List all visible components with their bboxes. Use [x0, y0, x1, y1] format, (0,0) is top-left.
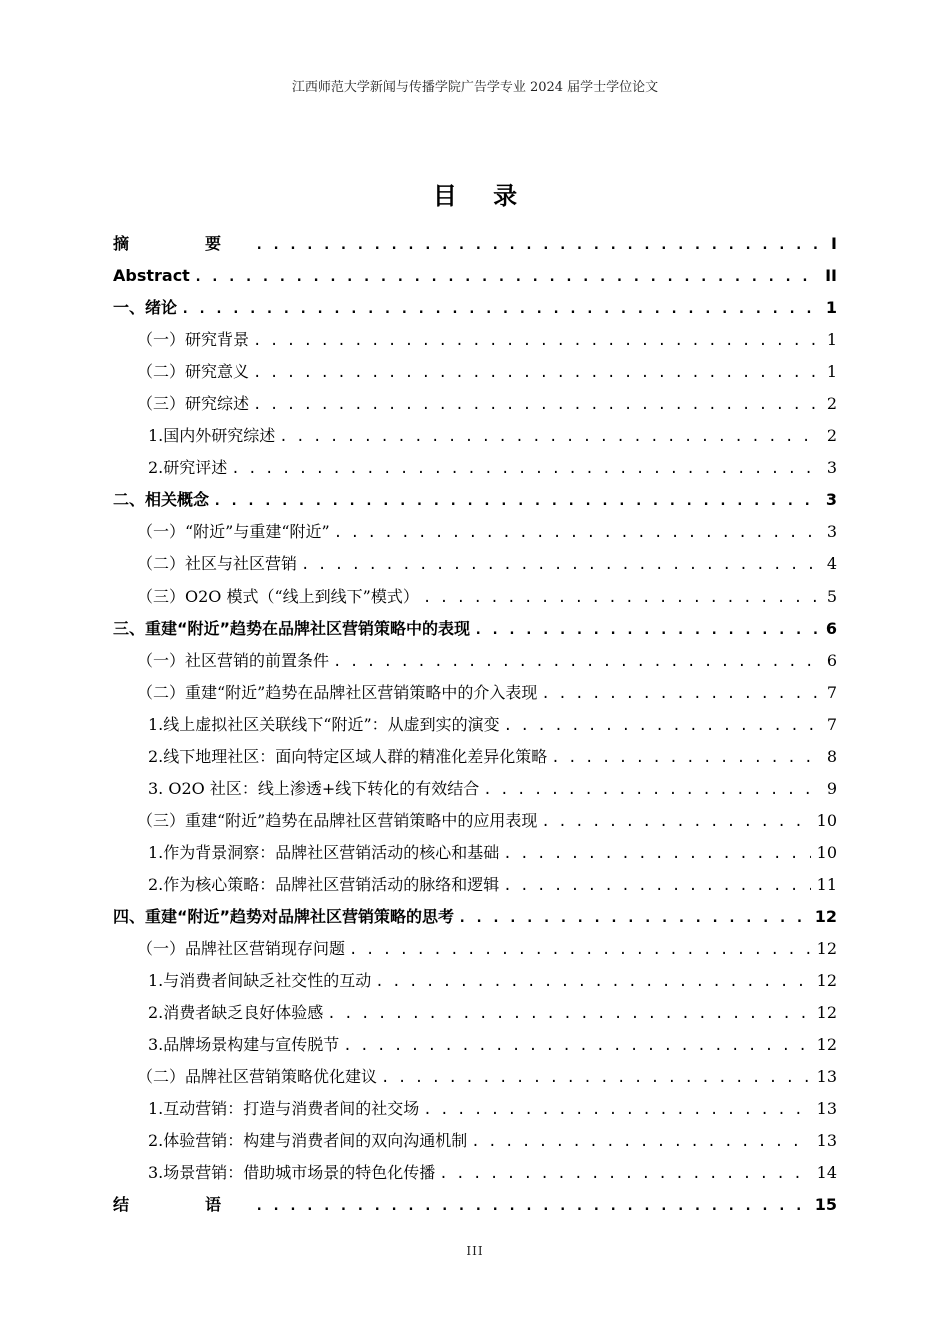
toc-entry-page: 2: [826, 426, 837, 446]
toc-entry-label: 三、重建“附近”趋势在品牌社区营销策略中的表现: [113, 618, 471, 638]
dot-leader: [375, 966, 810, 998]
dot-leader: [343, 1030, 810, 1062]
dot-leader: [471, 1126, 810, 1158]
toc-entry-page: 1: [825, 298, 837, 318]
toc-entry-page: 11: [816, 874, 837, 894]
toc-entry-page: 1: [826, 330, 837, 350]
toc-entry[interactable]: [113, 645, 837, 677]
toc-entry[interactable]: [113, 1157, 837, 1189]
dot-leader: [551, 742, 821, 774]
toc-entry[interactable]: [113, 869, 837, 901]
toc-entry[interactable]: [113, 997, 837, 1029]
toc-entry-page: 15: [814, 1195, 837, 1215]
toc-entry-page: 13: [816, 1099, 837, 1119]
toc-entry[interactable]: [113, 452, 837, 484]
toc-entry-page: II: [825, 266, 837, 286]
dot-leader: [503, 838, 810, 870]
toc-entry-label: 1.线上虚拟社区关联线下“附近”：从虚到实的演变: [148, 714, 500, 734]
toc-entry[interactable]: [113, 805, 837, 837]
dot-leader: [474, 614, 820, 646]
dot-leader: [504, 710, 821, 742]
toc-entry[interactable]: [113, 420, 837, 452]
toc-entry-label: 四、重建“附近”趋势对品牌社区营销策略的思考: [113, 906, 455, 926]
toc-entry-page: 1: [826, 362, 837, 382]
dot-leader: [333, 646, 821, 678]
toc-entry-page: 12: [816, 1035, 837, 1055]
toc-entry-page: 6: [825, 618, 837, 638]
toc-entry-label: 2.体验营销：构建与消费者间的双向沟通机制: [148, 1131, 468, 1151]
toc-entry[interactable]: [113, 901, 837, 933]
dot-leader: [255, 1190, 809, 1222]
toc-entry-page: 2: [826, 394, 837, 414]
dot-leader: [194, 261, 819, 293]
toc-entry-page: 12: [816, 939, 837, 959]
toc-entry[interactable]: [113, 1029, 837, 1061]
toc-entry[interactable]: [113, 677, 837, 709]
toc-entry[interactable]: [113, 484, 837, 516]
toc-entry[interactable]: [113, 837, 837, 869]
dot-leader: [458, 902, 809, 934]
toc-entry[interactable]: [113, 581, 837, 613]
toc-entry[interactable]: [113, 1125, 837, 1157]
toc-entry-label: 二、相关概念: [113, 490, 210, 510]
toc-entry-label: （二）社区与社区营销: [137, 554, 298, 574]
toc-entry-label: （二）重建“附近”趋势在品牌社区营销策略中的介入表现: [137, 682, 538, 702]
toc-entry-label: （一）研究背景: [137, 330, 250, 350]
toc-entry-page: 3: [825, 490, 837, 510]
toc-entry-label: 1.互动营销：打造与消费者间的社交场: [148, 1099, 420, 1119]
toc-entry[interactable]: [113, 260, 837, 292]
toc-entry[interactable]: [113, 292, 837, 324]
toc-entry-label: 2.研究评述: [148, 458, 228, 478]
dot-leader: [423, 582, 821, 614]
toc-entry-page: 6: [826, 650, 837, 670]
dot-leader: [301, 549, 821, 581]
toc-entry-label: （一）“附近”与重建“附近”: [137, 522, 330, 542]
dot-leader: [253, 389, 821, 421]
toc-entry[interactable]: [113, 613, 837, 645]
toc-entry[interactable]: [113, 1189, 837, 1221]
dot-leader: [483, 774, 821, 806]
toc-entry-page: 7: [826, 682, 837, 702]
toc-entry[interactable]: [113, 741, 837, 773]
dot-leader: [541, 806, 810, 838]
toc-entry-label: 一、绪论: [113, 298, 178, 318]
toc-entry-label: 1.与消费者间缺乏社交性的互动: [148, 971, 372, 991]
dot-leader: [213, 485, 820, 517]
dot-leader: [381, 1062, 811, 1094]
dot-leader: [181, 293, 820, 325]
toc-entry-label: （二）研究意义: [137, 362, 250, 382]
toc-entry[interactable]: [113, 709, 837, 741]
toc-entry-label: 2.消费者缺乏良好体验感: [148, 1003, 324, 1023]
toc-entry[interactable]: [113, 516, 837, 548]
dot-leader: [439, 1158, 810, 1190]
dot-leader: [255, 229, 825, 261]
page-number: III: [466, 1244, 484, 1258]
toc-entry[interactable]: [113, 1093, 837, 1125]
toc-entry-label: 3.品牌场景构建与宣传脱节: [148, 1035, 340, 1055]
dot-leader: [541, 678, 820, 710]
toc-entry-page: 3: [826, 522, 837, 542]
toc-entry-page: 13: [816, 1131, 837, 1151]
page-title: 目 录: [432, 182, 532, 210]
toc-entry-page: 10: [816, 842, 837, 862]
dot-leader: [253, 325, 821, 357]
toc-entry-label: （三）O2O 模式（“线上到线下”模式）: [137, 586, 419, 606]
dot-leader: [349, 934, 811, 966]
toc-entry-page: 12: [816, 971, 837, 991]
toc-entry-label: Abstract: [113, 266, 190, 286]
toc-entry[interactable]: [113, 965, 837, 997]
table-of-contents: [113, 228, 837, 1221]
dot-leader: [423, 1094, 810, 1126]
toc-entry[interactable]: [113, 324, 837, 356]
toc-entry-label: 结 语: [113, 1195, 252, 1215]
toc-entry-page: 7: [826, 714, 837, 734]
toc-entry-page: 3: [826, 458, 837, 478]
dot-leader: [279, 421, 821, 453]
toc-entry-label: 3. O2O 社区：线上渗透+线下转化的有效结合: [148, 778, 480, 798]
toc-entry-page: 5: [826, 586, 837, 606]
toc-entry[interactable]: [113, 1061, 837, 1093]
toc-entry-label: 2.作为核心策略：品牌社区营销活动的脉络和逻辑: [148, 874, 500, 894]
toc-entry[interactable]: [113, 228, 837, 260]
toc-entry-page: 13: [816, 1067, 837, 1087]
toc-entry-label: （一）社区营销的前置条件: [137, 650, 330, 670]
toc-entry-label: 2.线下地理社区：面向特定区域人群的精准化差异化策略: [148, 746, 548, 766]
toc-entry[interactable]: [113, 548, 837, 580]
toc-entry-page: 12: [816, 1003, 837, 1023]
dot-leader: [327, 998, 810, 1030]
dot-leader: [253, 357, 821, 389]
toc-entry[interactable]: [113, 388, 837, 420]
toc-entry[interactable]: [113, 773, 837, 805]
toc-entry-label: 摘 要: [113, 234, 252, 253]
toc-entry-label: （一）品牌社区营销现存问题: [137, 939, 346, 959]
toc-entry-label: （二）品牌社区营销策略优化建议: [137, 1067, 378, 1087]
toc-entry[interactable]: [113, 356, 837, 388]
dot-leader: [231, 453, 821, 485]
toc-entry-page: 4: [826, 554, 837, 574]
toc-entry-page: 12: [814, 906, 837, 926]
running-header: 江西师范大学新闻与传播学院广告学专业 2024 届学士学位论文: [291, 80, 659, 95]
toc-entry-label: 1.作为背景洞察：品牌社区营销活动的核心和基础: [148, 842, 500, 862]
toc-entry-page: 9: [826, 778, 837, 798]
dot-leader: [334, 517, 821, 549]
toc-entry[interactable]: [113, 933, 837, 965]
toc-entry-label: 3.场景营销：借助城市场景的特色化传播: [148, 1163, 436, 1183]
toc-entry-label: （三）研究综述: [137, 394, 250, 414]
dot-leader: [503, 870, 810, 902]
toc-entry-page: 10: [816, 810, 837, 830]
toc-entry-label: （三）重建“附近”趋势在品牌社区营销策略中的应用表现: [137, 810, 538, 830]
toc-entry-label: 1.国内外研究综述: [148, 426, 276, 446]
toc-entry-page: I: [831, 234, 837, 253]
toc-entry-page: 14: [816, 1163, 837, 1183]
toc-entry-page: 8: [826, 746, 837, 766]
